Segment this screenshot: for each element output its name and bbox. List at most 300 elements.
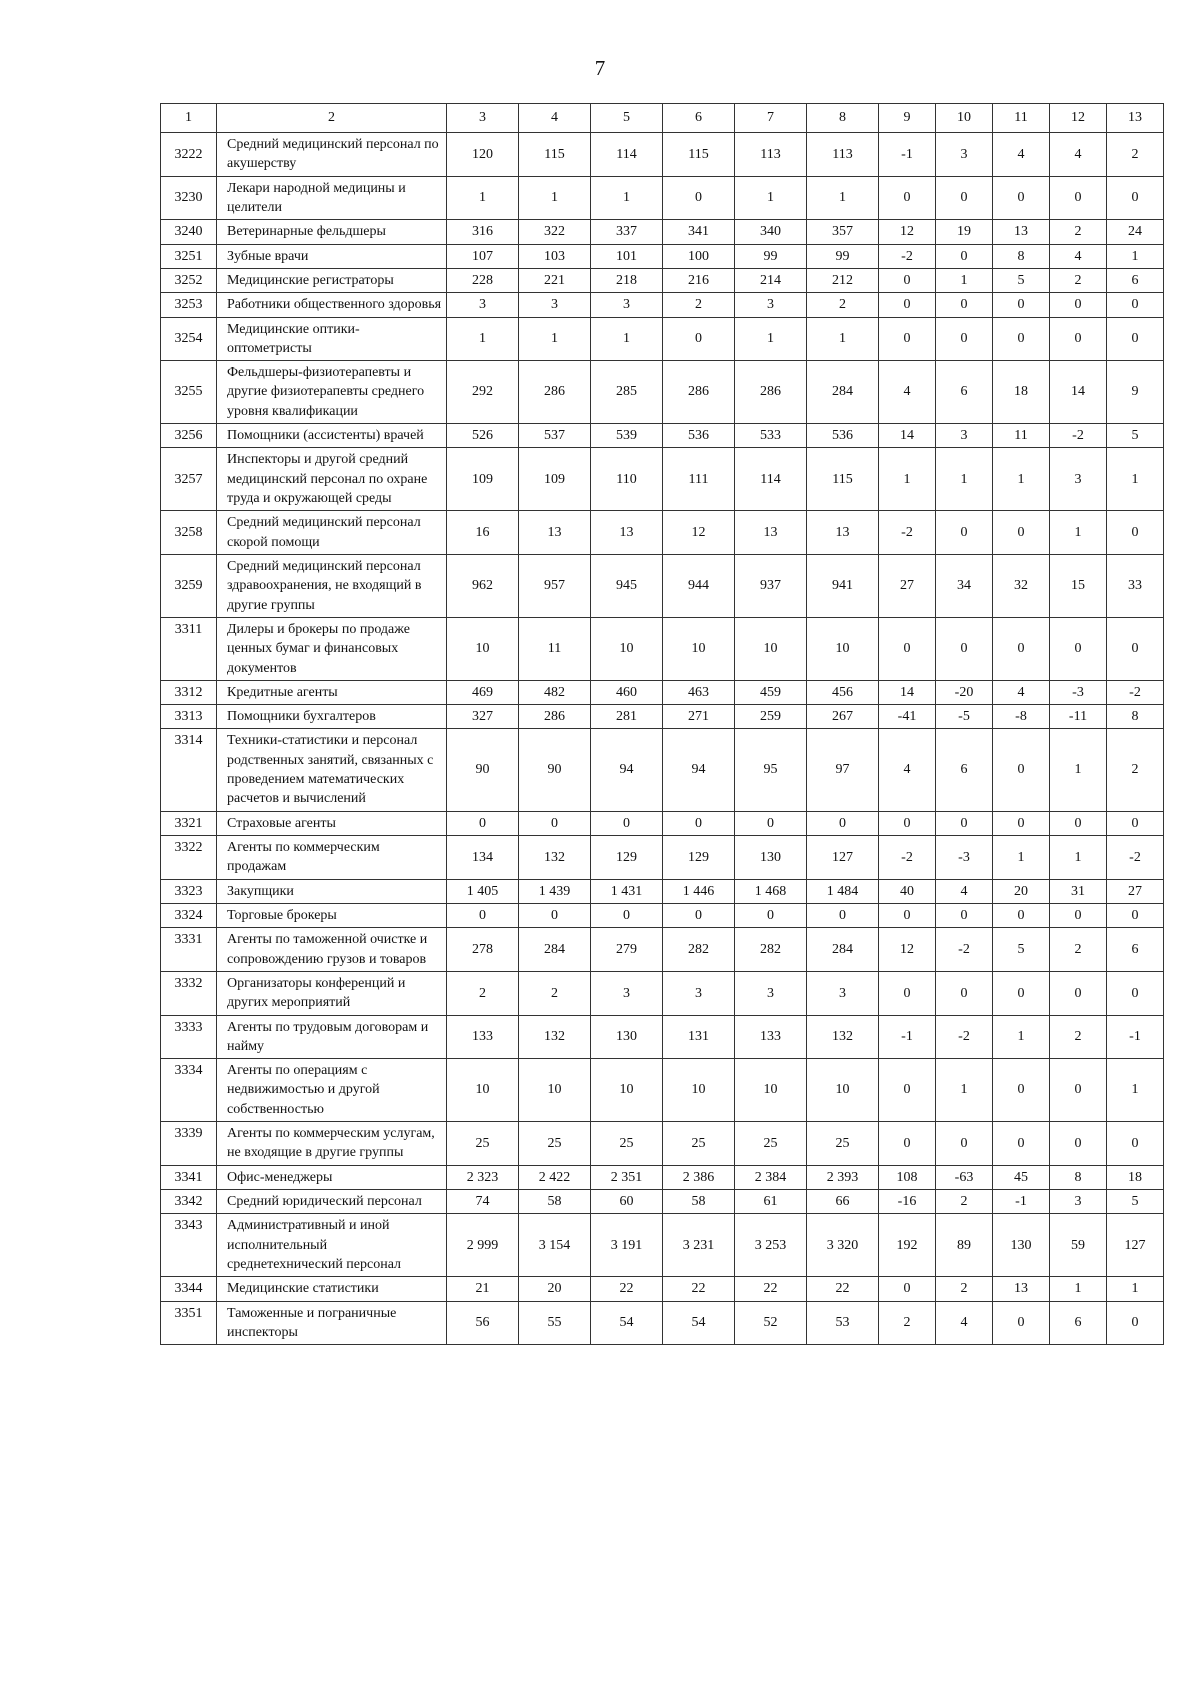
- value-cell: 27: [879, 554, 936, 617]
- value-cell: 2: [807, 293, 879, 317]
- occupation-code-cell: 3258: [161, 511, 217, 555]
- occupation-name-cell: Административный и иной исполнительный среднетехнический персонал: [217, 1214, 447, 1277]
- value-cell: 539: [591, 424, 663, 448]
- table-row: [161, 811, 1164, 835]
- value-cell: -11: [1050, 705, 1107, 729]
- value-cell: 10: [663, 617, 735, 680]
- value-cell: 20: [993, 879, 1050, 903]
- value-cell: 0: [591, 811, 663, 835]
- value-cell: 322: [519, 220, 591, 244]
- value-cell: 945: [591, 554, 663, 617]
- value-cell: 286: [519, 361, 591, 424]
- value-cell: 13: [993, 220, 1050, 244]
- column-header: 5: [591, 104, 663, 133]
- value-cell: 74: [447, 1190, 519, 1214]
- table-row: [161, 1214, 1164, 1277]
- column-header: 1: [161, 104, 217, 133]
- column-header: 9: [879, 104, 936, 133]
- value-cell: 469: [447, 680, 519, 704]
- value-cell: -2: [936, 1015, 993, 1059]
- value-cell: 59: [1050, 1214, 1107, 1277]
- value-cell: 0: [936, 293, 993, 317]
- value-cell: 0: [1050, 1059, 1107, 1122]
- value-cell: 278: [447, 928, 519, 972]
- value-cell: 2 351: [591, 1165, 663, 1189]
- occupation-name-cell: Агенты по коммерческим продажам: [217, 836, 447, 880]
- occupation-code-cell: 3343: [161, 1214, 217, 1277]
- occupation-code-cell: 3351: [161, 1301, 217, 1345]
- value-cell: 18: [993, 361, 1050, 424]
- value-cell: 6: [1050, 1301, 1107, 1345]
- value-cell: 0: [519, 903, 591, 927]
- table-row: [161, 705, 1164, 729]
- value-cell: 3 154: [519, 1214, 591, 1277]
- value-cell: 0: [1107, 971, 1164, 1015]
- value-cell: 95: [735, 729, 807, 811]
- value-cell: 282: [663, 928, 735, 972]
- value-cell: 460: [591, 680, 663, 704]
- value-cell: 1: [1050, 729, 1107, 811]
- value-cell: 0: [993, 971, 1050, 1015]
- value-cell: 133: [447, 1015, 519, 1059]
- value-cell: 0: [663, 317, 735, 361]
- value-cell: 5: [993, 268, 1050, 292]
- column-header: 11: [993, 104, 1050, 133]
- value-cell: 32: [993, 554, 1050, 617]
- value-cell: 316: [447, 220, 519, 244]
- value-cell: 1: [591, 317, 663, 361]
- value-cell: 228: [447, 268, 519, 292]
- occupation-code-cell: 3256: [161, 424, 217, 448]
- occupation-name-cell: Лекари народной медицины и целители: [217, 176, 447, 220]
- value-cell: 0: [879, 617, 936, 680]
- value-cell: 1: [936, 1059, 993, 1122]
- value-cell: 1: [1107, 448, 1164, 511]
- table-row: [161, 928, 1164, 972]
- table-row: [161, 244, 1164, 268]
- value-cell: 101: [591, 244, 663, 268]
- value-cell: -3: [936, 836, 993, 880]
- value-cell: -1: [879, 1015, 936, 1059]
- occupation-code-cell: 3259: [161, 554, 217, 617]
- value-cell: 0: [1107, 176, 1164, 220]
- value-cell: 0: [936, 617, 993, 680]
- occupation-name-cell: Медицинские оптики-оптометристы: [217, 317, 447, 361]
- value-cell: 0: [993, 1301, 1050, 1345]
- value-cell: 0: [936, 244, 993, 268]
- value-cell: 99: [735, 244, 807, 268]
- value-cell: 13: [591, 511, 663, 555]
- value-cell: 113: [807, 133, 879, 177]
- value-cell: 1 468: [735, 879, 807, 903]
- value-cell: 0: [663, 903, 735, 927]
- value-cell: 58: [519, 1190, 591, 1214]
- value-cell: 100: [663, 244, 735, 268]
- value-cell: 0: [591, 903, 663, 927]
- occupation-code-cell: 3312: [161, 680, 217, 704]
- table-row: [161, 1122, 1164, 1166]
- value-cell: 286: [663, 361, 735, 424]
- value-cell: 8: [1107, 705, 1164, 729]
- value-cell: 1: [1107, 1277, 1164, 1301]
- occupation-code-cell: 3322: [161, 836, 217, 880]
- value-cell: 14: [879, 424, 936, 448]
- value-cell: 13: [807, 511, 879, 555]
- value-cell: 33: [1107, 554, 1164, 617]
- value-cell: 337: [591, 220, 663, 244]
- value-cell: 18: [1107, 1165, 1164, 1189]
- value-cell: 115: [519, 133, 591, 177]
- value-cell: 533: [735, 424, 807, 448]
- value-cell: 0: [1107, 903, 1164, 927]
- value-cell: 132: [519, 1015, 591, 1059]
- value-cell: -1: [1107, 1015, 1164, 1059]
- value-cell: 2: [1050, 268, 1107, 292]
- value-cell: 2 422: [519, 1165, 591, 1189]
- occupation-code-cell: 3254: [161, 317, 217, 361]
- value-cell: 2: [936, 1277, 993, 1301]
- value-cell: 279: [591, 928, 663, 972]
- value-cell: 4: [993, 680, 1050, 704]
- value-cell: 53: [807, 1301, 879, 1345]
- value-cell: 0: [936, 511, 993, 555]
- occupation-name-cell: Страховые агенты: [217, 811, 447, 835]
- value-cell: 5: [1107, 1190, 1164, 1214]
- value-cell: 19: [936, 220, 993, 244]
- occupation-code-cell: 3255: [161, 361, 217, 424]
- value-cell: 281: [591, 705, 663, 729]
- value-cell: 3 191: [591, 1214, 663, 1277]
- table-row: [161, 317, 1164, 361]
- value-cell: 6: [1107, 268, 1164, 292]
- table-row: [161, 617, 1164, 680]
- value-cell: 192: [879, 1214, 936, 1277]
- value-cell: 24: [1107, 220, 1164, 244]
- value-cell: 34: [936, 554, 993, 617]
- value-cell: 937: [735, 554, 807, 617]
- value-cell: 0: [519, 811, 591, 835]
- value-cell: 1: [591, 176, 663, 220]
- table-row: [161, 293, 1164, 317]
- value-cell: 536: [807, 424, 879, 448]
- value-cell: 0: [993, 317, 1050, 361]
- value-cell: 284: [807, 361, 879, 424]
- value-cell: 110: [591, 448, 663, 511]
- value-cell: 4: [1050, 133, 1107, 177]
- value-cell: 1: [1050, 836, 1107, 880]
- occupation-code-cell: 3339: [161, 1122, 217, 1166]
- value-cell: 0: [1050, 1122, 1107, 1166]
- table-header-row: [161, 104, 1164, 133]
- value-cell: 14: [1050, 361, 1107, 424]
- value-cell: 1: [993, 1015, 1050, 1059]
- occupation-name-cell: Помощники (ассистенты) врачей: [217, 424, 447, 448]
- value-cell: 8: [993, 244, 1050, 268]
- value-cell: 962: [447, 554, 519, 617]
- value-cell: 0: [936, 176, 993, 220]
- value-cell: 957: [519, 554, 591, 617]
- value-cell: 5: [1107, 424, 1164, 448]
- value-cell: 90: [519, 729, 591, 811]
- value-cell: 0: [1107, 617, 1164, 680]
- value-cell: 0: [936, 903, 993, 927]
- occupation-name-cell: Кредитные агенты: [217, 680, 447, 704]
- value-cell: 4: [936, 1301, 993, 1345]
- value-cell: 8: [1050, 1165, 1107, 1189]
- value-cell: 4: [879, 361, 936, 424]
- value-cell: 357: [807, 220, 879, 244]
- value-cell: 25: [807, 1122, 879, 1166]
- value-cell: 1: [807, 317, 879, 361]
- value-cell: 0: [993, 293, 1050, 317]
- occupation-name-cell: Средний медицинский персонал по акушерству: [217, 133, 447, 177]
- table-row: [161, 268, 1164, 292]
- value-cell: 1: [879, 448, 936, 511]
- value-cell: 284: [807, 928, 879, 972]
- value-cell: 114: [591, 133, 663, 177]
- value-cell: 66: [807, 1190, 879, 1214]
- value-cell: 941: [807, 554, 879, 617]
- value-cell: 0: [879, 1122, 936, 1166]
- value-cell: 45: [993, 1165, 1050, 1189]
- value-cell: 0: [936, 971, 993, 1015]
- value-cell: 13: [735, 511, 807, 555]
- value-cell: 327: [447, 705, 519, 729]
- table-row: [161, 971, 1164, 1015]
- table-row: [161, 424, 1164, 448]
- value-cell: 537: [519, 424, 591, 448]
- value-cell: 1 439: [519, 879, 591, 903]
- occupation-code-cell: 3332: [161, 971, 217, 1015]
- value-cell: 0: [1107, 317, 1164, 361]
- occupation-code-cell: 3341: [161, 1165, 217, 1189]
- value-cell: 61: [735, 1190, 807, 1214]
- value-cell: 2: [1050, 928, 1107, 972]
- value-cell: 1: [993, 836, 1050, 880]
- value-cell: 0: [447, 811, 519, 835]
- value-cell: -63: [936, 1165, 993, 1189]
- value-cell: 0: [993, 511, 1050, 555]
- value-cell: 0: [993, 1059, 1050, 1122]
- value-cell: 2 384: [735, 1165, 807, 1189]
- value-cell: 2 386: [663, 1165, 735, 1189]
- value-cell: 25: [591, 1122, 663, 1166]
- column-header: 4: [519, 104, 591, 133]
- value-cell: 0: [1107, 811, 1164, 835]
- value-cell: 3 231: [663, 1214, 735, 1277]
- value-cell: 3: [735, 293, 807, 317]
- value-cell: 133: [735, 1015, 807, 1059]
- value-cell: 14: [879, 680, 936, 704]
- value-cell: 107: [447, 244, 519, 268]
- occupation-code-cell: 3331: [161, 928, 217, 972]
- value-cell: 131: [663, 1015, 735, 1059]
- occupation-name-cell: Средний юридический персонал: [217, 1190, 447, 1214]
- value-cell: 127: [1107, 1214, 1164, 1277]
- value-cell: 115: [807, 448, 879, 511]
- value-cell: -2: [936, 928, 993, 972]
- value-cell: 0: [936, 317, 993, 361]
- value-cell: 0: [879, 1277, 936, 1301]
- occupation-name-cell: Средний медицинский персонал скорой помощи: [217, 511, 447, 555]
- value-cell: 3: [447, 293, 519, 317]
- value-cell: 3: [807, 971, 879, 1015]
- value-cell: 1: [447, 176, 519, 220]
- value-cell: 120: [447, 133, 519, 177]
- occupation-name-cell: Техники-статистики и персонал родственных занятий, связанных с проведением математических расчетов и вычислений: [217, 729, 447, 811]
- value-cell: 0: [807, 811, 879, 835]
- occupation-code-cell: 3251: [161, 244, 217, 268]
- value-cell: 1: [735, 176, 807, 220]
- value-cell: 0: [993, 811, 1050, 835]
- column-header: 6: [663, 104, 735, 133]
- table-row: [161, 511, 1164, 555]
- value-cell: 10: [519, 1059, 591, 1122]
- value-cell: 132: [519, 836, 591, 880]
- occupation-table: [160, 103, 1164, 1345]
- value-cell: 0: [879, 268, 936, 292]
- value-cell: -20: [936, 680, 993, 704]
- value-cell: 113: [735, 133, 807, 177]
- table-body: [161, 133, 1164, 1345]
- value-cell: 31: [1050, 879, 1107, 903]
- value-cell: 132: [807, 1015, 879, 1059]
- value-cell: 56: [447, 1301, 519, 1345]
- occupation-name-cell: Торговые брокеры: [217, 903, 447, 927]
- value-cell: 1: [1107, 244, 1164, 268]
- occupation-name-cell: Дилеры и брокеры по продаже ценных бумаг и финансовых документов: [217, 617, 447, 680]
- value-cell: 108: [879, 1165, 936, 1189]
- table-row: [161, 680, 1164, 704]
- occupation-name-cell: Агенты по операциям с недвижимостью и другой собственностью: [217, 1059, 447, 1122]
- value-cell: 0: [879, 971, 936, 1015]
- occupation-name-cell: Офис-менеджеры: [217, 1165, 447, 1189]
- value-cell: 0: [1107, 293, 1164, 317]
- value-cell: 1: [807, 176, 879, 220]
- value-cell: 22: [663, 1277, 735, 1301]
- value-cell: 2: [1050, 1015, 1107, 1059]
- value-cell: 214: [735, 268, 807, 292]
- value-cell: 22: [807, 1277, 879, 1301]
- value-cell: 267: [807, 705, 879, 729]
- value-cell: 11: [993, 424, 1050, 448]
- value-cell: 89: [936, 1214, 993, 1277]
- occupation-code-cell: 3257: [161, 448, 217, 511]
- value-cell: 0: [1050, 811, 1107, 835]
- value-cell: 1: [735, 317, 807, 361]
- value-cell: 10: [735, 1059, 807, 1122]
- value-cell: 22: [591, 1277, 663, 1301]
- value-cell: -5: [936, 705, 993, 729]
- value-cell: 4: [1050, 244, 1107, 268]
- value-cell: 25: [447, 1122, 519, 1166]
- occupation-code-cell: 3314: [161, 729, 217, 811]
- table-row: [161, 1059, 1164, 1122]
- value-cell: 3: [591, 293, 663, 317]
- value-cell: 0: [447, 903, 519, 927]
- value-cell: 15: [1050, 554, 1107, 617]
- value-cell: 114: [735, 448, 807, 511]
- value-cell: 22: [735, 1277, 807, 1301]
- value-cell: 1: [936, 268, 993, 292]
- value-cell: 2: [663, 293, 735, 317]
- occupation-name-cell: Фельдшеры-физиотерапевты и другие физиотерапевты среднего уровня квалификации: [217, 361, 447, 424]
- value-cell: 284: [519, 928, 591, 972]
- value-cell: 0: [1050, 317, 1107, 361]
- value-cell: 10: [807, 1059, 879, 1122]
- value-cell: 1: [936, 448, 993, 511]
- value-cell: 0: [993, 903, 1050, 927]
- value-cell: 0: [993, 729, 1050, 811]
- value-cell: 0: [1107, 511, 1164, 555]
- value-cell: 3: [735, 971, 807, 1015]
- table-row: [161, 1165, 1164, 1189]
- occupation-code-cell: 3323: [161, 879, 217, 903]
- value-cell: 58: [663, 1190, 735, 1214]
- value-cell: 1: [1050, 1277, 1107, 1301]
- occupation-name-cell: Медицинские регистраторы: [217, 268, 447, 292]
- value-cell: -41: [879, 705, 936, 729]
- value-cell: 285: [591, 361, 663, 424]
- value-cell: 10: [663, 1059, 735, 1122]
- value-cell: 2: [1107, 133, 1164, 177]
- value-cell: 1 484: [807, 879, 879, 903]
- value-cell: 0: [879, 903, 936, 927]
- value-cell: 0: [936, 811, 993, 835]
- value-cell: 3: [591, 971, 663, 1015]
- value-cell: 536: [663, 424, 735, 448]
- value-cell: 216: [663, 268, 735, 292]
- occupation-name-cell: Таможенные и пограничные инспекторы: [217, 1301, 447, 1345]
- occupation-name-cell: Агенты по коммерческим услугам, не входящие в другие группы: [217, 1122, 447, 1166]
- value-cell: 2: [1050, 220, 1107, 244]
- table-row: [161, 879, 1164, 903]
- value-cell: 0: [1050, 293, 1107, 317]
- value-cell: 1: [519, 176, 591, 220]
- value-cell: 0: [663, 811, 735, 835]
- value-cell: 271: [663, 705, 735, 729]
- value-cell: 54: [663, 1301, 735, 1345]
- value-cell: 5: [993, 928, 1050, 972]
- value-cell: 54: [591, 1301, 663, 1345]
- table-row: [161, 836, 1164, 880]
- value-cell: 218: [591, 268, 663, 292]
- value-cell: 9: [1107, 361, 1164, 424]
- value-cell: 11: [519, 617, 591, 680]
- value-cell: -2: [879, 244, 936, 268]
- value-cell: 526: [447, 424, 519, 448]
- column-header: 3: [447, 104, 519, 133]
- value-cell: 0: [879, 293, 936, 317]
- column-header: 13: [1107, 104, 1164, 133]
- value-cell: 0: [1050, 176, 1107, 220]
- page-number: 7: [594, 56, 606, 80]
- value-cell: -1: [879, 133, 936, 177]
- value-cell: 1: [1050, 511, 1107, 555]
- value-cell: 0: [735, 811, 807, 835]
- value-cell: 10: [591, 1059, 663, 1122]
- value-cell: 3 320: [807, 1214, 879, 1277]
- occupation-code-cell: 3222: [161, 133, 217, 177]
- value-cell: 1 446: [663, 879, 735, 903]
- value-cell: 3: [663, 971, 735, 1015]
- value-cell: 221: [519, 268, 591, 292]
- value-cell: 129: [663, 836, 735, 880]
- value-cell: 3: [1050, 448, 1107, 511]
- value-cell: 3: [1050, 1190, 1107, 1214]
- occupation-name-cell: Инспекторы и другой средний медицинский персонал по охране труда и окружающей среды: [217, 448, 447, 511]
- occupation-name-cell: Медицинские статистики: [217, 1277, 447, 1301]
